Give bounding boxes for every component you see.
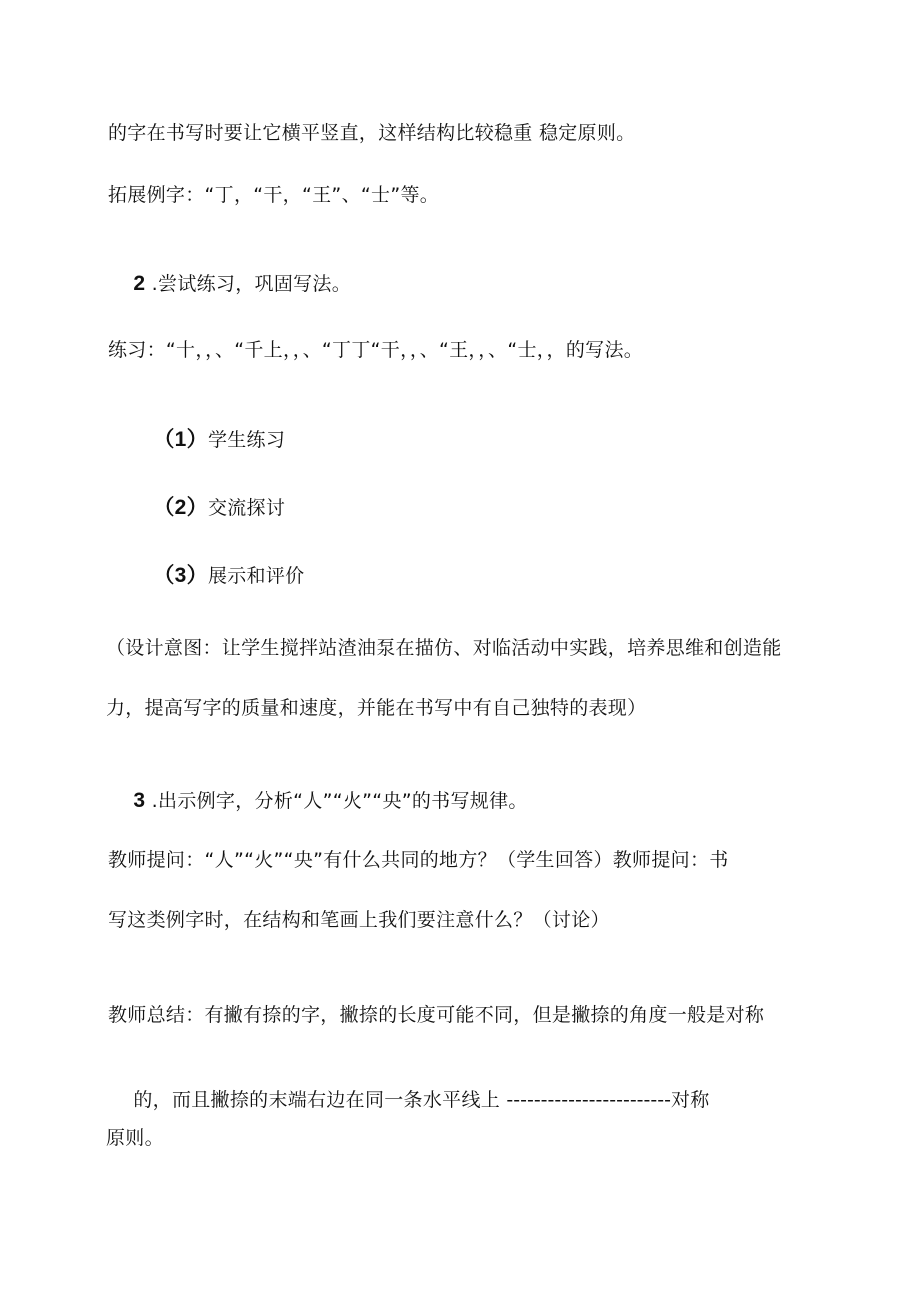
design-intent-line-1: （设计意图：让学生搅拌站渣油泵在描仿、对临活动中实践，培养思维和创造能 (106, 637, 782, 659)
step-2-heading (108, 248, 351, 320)
design-intent-line-2: 力，提高写字的质量和速度，并能在书写中有自己独特的表现） (106, 697, 647, 719)
dash-separator: ------------------------ (506, 1089, 671, 1111)
list-text: 学生练习 (207, 429, 286, 451)
teacher-question-line-1: 教师提问：“人”“火”“央”有什么共同的地方？（学生回答）教师提问：书 (108, 849, 729, 871)
step-text: .尝试练习，巩固写法。 (145, 273, 352, 295)
list-item-1 (128, 404, 285, 476)
list-text: 交流探讨 (207, 497, 286, 519)
practice-line: 练习：“十，，、“千上，，、“丁丁“干，，、“王，，、“士，，的写法。 (108, 339, 644, 361)
list-number: （3） (153, 564, 208, 587)
teacher-summary-line-2 (108, 1064, 710, 1136)
list-item-3 (128, 540, 304, 612)
extension-examples-line: 拓展例字：“丁，“干，“王”、“士”等。 (108, 184, 440, 206)
list-text: 展示和评价 (207, 565, 305, 587)
list-number: （2） (153, 496, 208, 519)
teacher-summary-line-3: 原则。 (106, 1127, 164, 1149)
list-item-2 (128, 472, 285, 544)
step-3-heading (108, 765, 528, 837)
list-number: （1） (153, 428, 208, 451)
paragraph-line-1: 的字在书写时要让它横平竖直，这样结构比较稳重 稳定原则。 (108, 122, 636, 144)
summary-end: 对称 (670, 1089, 710, 1111)
step-number: 3 (133, 789, 146, 812)
step-text: .出示例字，分析“人”“火”“央”的书写规律。 (145, 790, 528, 812)
step-number: 2 (133, 272, 146, 295)
teacher-summary-line-1: 教师总结：有撇有捺的字，撇捺的长度可能不同，但是撇捺的角度一般是对称 (108, 1004, 765, 1026)
teacher-question-line-2: 写这类例字时，在结构和笔画上我们要注意什么？（讨论） (108, 909, 610, 931)
summary-text: 的，而且撇捺的末端右边在同一条水平线上 (133, 1089, 507, 1111)
